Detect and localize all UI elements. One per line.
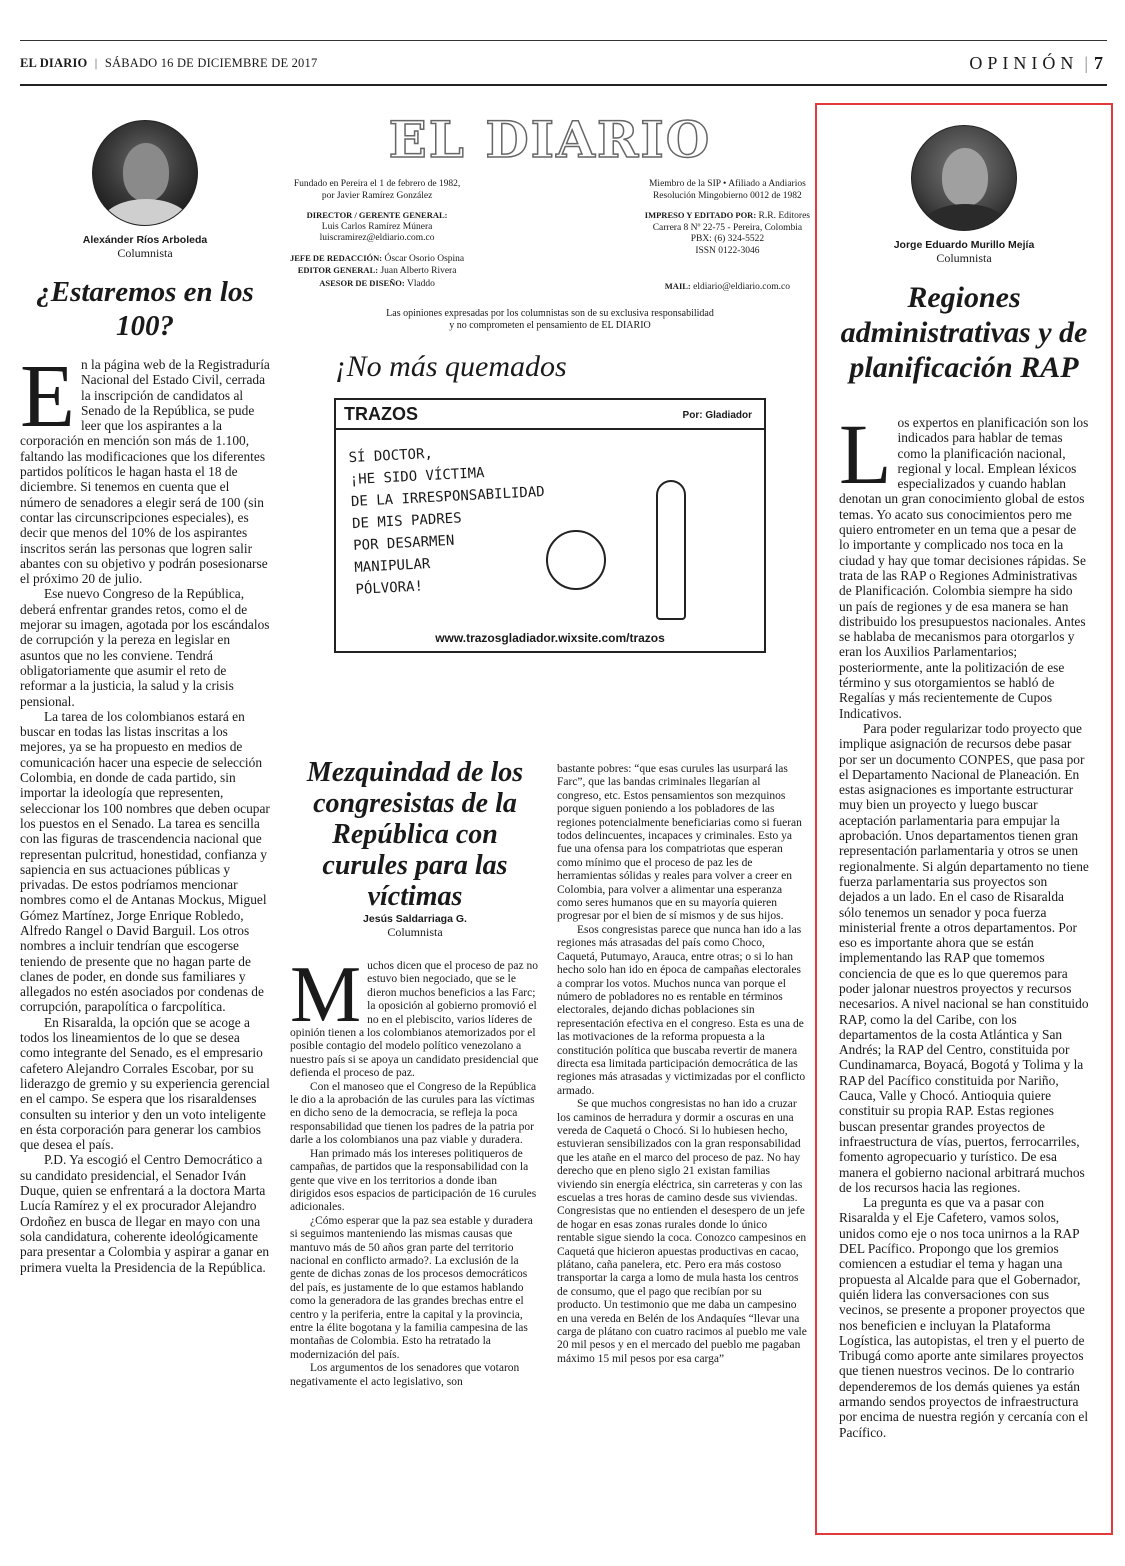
header-separator: | [1084, 53, 1088, 73]
masthead-disclaimer: Las opiniones expresadas por los columnistas son de su exclusiva responsabilidad y no comprometen el pensamiento de EL DIARIO [386, 307, 714, 331]
editorial-cartoon [334, 398, 766, 653]
author-role: Columnista [117, 246, 173, 260]
author-role: Columnista [936, 251, 992, 265]
article-headline: ¿Estaremos en los 100? [36, 276, 254, 342]
article-paragraph: P.D. Ya escogió el Centro Democrático a su candidato presidencial, el Senador Iván Duque, quien se enfrentará a la doctora Marta Lucía Ramírez y el ex procurador Alejandro Ordoñez en busca de llegar en mayo con una sola candidatura, coherente ideológicamente para presentar a Colombia y aspirar a ganar en primera vuelta la Presidencia de la República. [20, 1152, 270, 1275]
article-paragraph: La tarea de los colombianos estará en buscar en todas las listas inscritas a los mejores, ya se ha propuesto en medios de comunicación hacer una especie de selección Colombia, en donde de cada partido, sin importar la ideología que representen, seleccionar los 100 nombres que deben ocupar los puestos en el Senado. La tarea es sencilla con las figuras de trascendencia nacional que representan pulcritud, honestidad, confianza y sapiencia en sus actuaciones públicas y privadas. De estos podríamos mencionar nombres como el de Antanas Mockus, Miguel Gómez Martínez, Jorge Enrique Robledo, Alfredo Rangel o David Barguil. Los otros nombres a incluir tendrían que escogerse teniendo de presente que no hagan parte de clanes de poder, en donde sus familiares y allegados no estén asociados por condenas de corrupción, parapolítica o farcpolítica. [20, 708, 270, 1015]
section-name: OPINIÓN [969, 53, 1079, 73]
middle-column [290, 100, 810, 653]
article-paragraph: Han primado más los intereses politiqueros de campañas, de partidos que la responsabilidad con la gente que vive en los territorios a donde iban dirigidos esos espacios de participación de 16 curules adicionales. [290, 1147, 537, 1214]
article-body [839, 406, 1089, 1440]
drop-cap: L [839, 406, 892, 502]
middle-article-headline: Mezquindad de los congresistas de la República con curules para las víctimas [306, 757, 524, 912]
article-paragraph: En la página web de la Registraduría Nacional del Estado Civil, cerrada la inscripción de candidatos al Senado de la República, se pude leer que los aspirantes a la corporación en mención son más de 1.100, faltando las modificaciones que los diferentes partidos políticos le hagan hasta el 18 de diciembre. Si tenemos en cuenta que el número de senadores a elegir será de 100 (sin contar las circunscripciones especiales), es decir que menos del 10% de los aspirantes inscritos serán las personas que logren salir abantes con su objetivo y podrán posesionarse el próximo 20 de julio. [20, 347, 270, 587]
page-header-left [20, 56, 317, 71]
header-separator: | [94, 56, 98, 70]
article-paragraph: Se que muchos congresistas no han ido a cruzar los caminos de herradura y dormir a oscuras en una vereda de Caquetá o Chocó. Si lo hubiesen hecho, estuvieran sensibilizados con la gran responsabilidad que les atañe en el marco del proceso de paz. No hay derecho que en pleno siglo 21 existan familias viviendo sin energía eléctrica, sin carreteras y con las escuelas a tres horas de camino desde sus viviendas. Congresistas que no entienden el desespero de un jefe de hogar en esas zonas rurales donde lo único rentable sigue siendo la coca. Conozco campesinos en Caquetá que hicieron apuestas productivas en cacao, plátano, caña panelera, etc. Pero era más costoso transportar la carga a lomo de mula hasta los centros de consumo, que el pago que recibían por su producto. Un testimonio que me daba un campesino en una vereda en Belén de los Andaquíes “llevar una carga de plátano con cuatro racimos al pueblo me vale 20 mil pesos y en el mercado del pueblo me pagaban máximo 15 mil pesos por esa carga” [557, 1098, 807, 1365]
issue-date: SÁBADO 16 DE DICIEMBRE DE 2017 [104, 56, 318, 70]
article-headline: Regiones administrativas y de planificación RAP [840, 281, 1088, 384]
article-paragraph: Esos congresistas parece que nunca han ido a las regiones más atrasadas del país como Choco, Caquetá, Putumayo, Arauca, entre otras; o si lo han hecho solo han ido en época de campañas electorales a comprar los votos. Muchos nunca van porque el número de pobladores no es rentable en términos electorales, dejando dichas poblaciones sin representación efectiva en el congreso. Esta es una de las motivaciones de la reforma propuesta a la constitución política que buscaba revertir de manera directa esa limitada participación democrática de las regiones más atrasadas y victimizadas por el conflicto armado. [557, 923, 806, 1097]
author-name: Alexánder Ríos Arboleda [82, 234, 208, 246]
article-paragraph: La pregunta es que va a pasar con Risaralda y el Eje Cafetero, vamos solos, unidos como eje o nos toca unirnos a la RAP DEL Pacífico. Propongo que los gremios comiencen a estudiar el tema y hagan una propuesta al Alcalde para que el Gobernador, quién lidera las conversaciones con sus vecinos, se presente a proponer proyectos que nos beneficien e incluyan la Plataforma Logística, las autopistas, el tren y el puerto de Tribugá como aporte ante similares proyectos que tienen nuestros vecinos. De lo contrario dependeremos de los demás quienes ya están armando sendos proyectos de infraestructura por encima de nuestra región y cercanía con el Pacífico. [839, 1195, 1089, 1440]
masthead-info-left: Fundado en Pereira el 1 de febrero de 1982, por Javier Ramírez González DIRECTOR / GERENTE GENERAL: Luis Carlos Ramírez Múnera luiscramirez@eldiario.com.co JEFE DE REDACCIÓN: Óscar Osorio Ospina EDITOR GENERAL: Juan Alberto Rivera ASESOR DE DISEÑO: Vladdo [290, 179, 465, 289]
article-paragraph: bastante pobres: “que esas curules las usurpará las Farc”, que las bandas criminales llegarían al congreso, etc. Estos pensamientos son mezquinos porque siguen poniendo a los pobladores de las regiones potencialmente beneficiarias como si fueran todos delincuentes, incapaces y criminales. Esto ya fue una ofensa para los compatriotas que esperan como mínimo que el proceso de paz les de herramientas sólidas y reales para volver a creer en Colombia, para volver a alimentar una esperanza como seres humanos que en su mayoría quieren progresar por el bien de sí mismos y de sus hijos. [557, 763, 802, 923]
author-role: Columnista [387, 925, 443, 939]
header-rule [20, 84, 1107, 86]
article-paragraph: Muchos dicen que el proceso de paz no estuvo bien negociado, que se le dieron muchos beneficios a las Farc; la oposición al gobierno promovió el no en el plebiscito, varios líderes de opinión tienen a los colombianos atemorizados por el posible contagio del modelo político venezolano a nuestro país si se apoya un candidato presidencial que defienda el proceso de paz. [290, 951, 539, 1080]
middle-article-byline [290, 905, 540, 940]
author-name: Jorge Eduardo Murillo Mejía [893, 239, 1035, 251]
left-column-article [20, 100, 270, 1275]
masthead-logo: EL DIARIO [388, 110, 712, 169]
article-paragraph: Los expertos en planificación son los indicados para hablar de temas como la planificación nacional, regional y local. Emplean léxicos especializados y cuando hablan denotan un gran conocimiento global de estos temas. Yo acato sus conocimientos pero me quiero entrometer en un tema que a pesar de lo importante y complicado nos toca en la ciudad y hay que tomar decisiones rápidas. Se trata de las RAP o Regiones Administrativas de Planificación. Colombia siempre ha sido un país de regiones y de esa manera se han distribuido los presupuestos nacionales. Antes se hablaba de mecanismos para otorgarlos y eran los Auxilios Parlamentarios; posteriormente, ante la politización de ese término y sus otorgamientos se habló de Regalías y más recientemente de Cupos Indicativos. [839, 406, 1089, 721]
cartoon-doctor-figure [656, 480, 686, 620]
page-number: 7 [1094, 53, 1103, 73]
author-photo [92, 120, 198, 226]
top-rule [20, 40, 1107, 41]
cartoon-child-figure [546, 530, 606, 590]
cartoon-brand: TRAZOS [344, 403, 418, 424]
article-paragraph: Ese nuevo Congreso de la República, deberá enfrentar grandes retos, como el de mejorar su imagen, agotada por los escándalos de corrupción y la pereza en legislar en asuntos que no les conviene. Tendrá obligatoriamente que asumir el reto de reformar a la justicia, la salud y la crisis pensional. [20, 586, 270, 709]
masthead-info-right: Miembro de la SIP • Afiliado a Andiarios Resolución Mingobierno 0012 de 1982 IMPRESO Y EDITADO POR: R.R. Editores Carrera 8 Nº 22-75 - Pereira, Colombia PBX: (6) 324-5522 ISSN 0122-3046 MAIL: eldiario@eldiario.com.co [644, 179, 810, 292]
article-paragraph: Los argumentos de los senadores que votaron negativamente el acto legislativo, son [290, 1362, 520, 1388]
drop-cap: E [20, 347, 75, 446]
article-paragraph: Con el manoseo que el Congreso de la República le dio a la aprobación de las curules para las víctimas en dicho seno de la democracia, se refleja la poca responsabilidad que tienen los padres de la patria por darle a los colombianos una paz viable y duradera. [290, 1080, 537, 1147]
masthead-info [290, 179, 810, 294]
article-paragraph: ¿Cómo esperar que la paz sea estable y duradera si seguimos manteniendo las mismas causas que mantuvo más de 50 años gran parte del territorio nacional en conflicto armado?. La exclusión de la gente de dichas zonas de los procesos democráticos del país, es justamente de lo que estamos hablando como la generadora de las grandes brechas entre el centro y la periferia, entre la capital y la provincia, entre la élite bogotana y la familia campesina de las montañas de Colombia. Esto ha retratado la modernización del país. [290, 1214, 533, 1361]
article-paragraph: Para poder regularizar todo proyecto que implique asignación de recursos debe pasar por ser un documento CONPES, que pasa por el Departamento Nacional de Planeación. En estas asignaciones es importante estructurar muy bien un proyecto y luego buscar aceptación parlamentaria para empujar la aprobación. Unos departamentos tienen gran representación parlamentaria y otros se unen regionalmente. Si algún departamento no tiene fuerza parlamentaria sus proyectos son dejados a un lado. En el caso de Risaralda sólo tenemos un senador y poca fuerza ministerial frente a otros departamentos. Por eso es importante ahora que se están implementando las RAP que tomemos conciencia de que es lo que queremos para poder jalonar nuestros proyectos y recursos necesarios. A nivel nacional se han constituido RAP, como la del Caribe, con los departamentos de la costa Atlántica y San Andrés; la RAP del Centro, constituida por Cundinamarca, Boyacá, Bogotá y Tolima y la RAP del Pacífico constituida por Nariño, Cauca, Valle y Chocó. Antioquia quiere constituir su propia RAP. Estas regiones buscan presentar grandes proyectos de infraestructura de vías, puertos, ferrocarriles, fomento agropecuario y turístico. De esa manera el gobierno nacional arbitrará muchos de los recursos hacia las regiones. [839, 720, 1089, 1195]
middle-article-body-right [557, 763, 807, 1366]
author-name: Jesús Saldarriaga G. [363, 913, 467, 925]
middle-article-body-left [290, 951, 540, 1389]
cartoon-title: ¡No más quemados [335, 349, 567, 383]
page-header-right [969, 53, 1103, 74]
author-photo [911, 125, 1017, 231]
drop-cap: M [290, 951, 362, 1039]
cartoon-speech: SÍ DOCTOR, ¡HE SIDO VÍCTIMA DE LA IRRESPONSABILIDAD DE MIS PADRES POR DESARMEN MANIPULAR PÓLVORA! [348, 445, 546, 598]
cartoon-url: www.trazosgladiador.wixsite.com/trazos [435, 630, 665, 645]
article-body [20, 347, 270, 1275]
right-column-article-highlighted [815, 103, 1113, 1535]
paper-name: EL DIARIO [20, 56, 88, 70]
cartoon-byline: Por: Gladiador [682, 409, 752, 421]
article-paragraph: En Risaralda, la opción que se acoge a todos los lineamientos de lo que se desea como integrante del Senado, es el empresario cafetero Alejandro Corrales Escobar, por su liderazgo de gremio y su experiencia gerencial en el campo. Se espera que los risaraldenses consulten su interior y den un voto inteligente en ésta corporación para generar los cambios que desea el país. [20, 1014, 270, 1153]
